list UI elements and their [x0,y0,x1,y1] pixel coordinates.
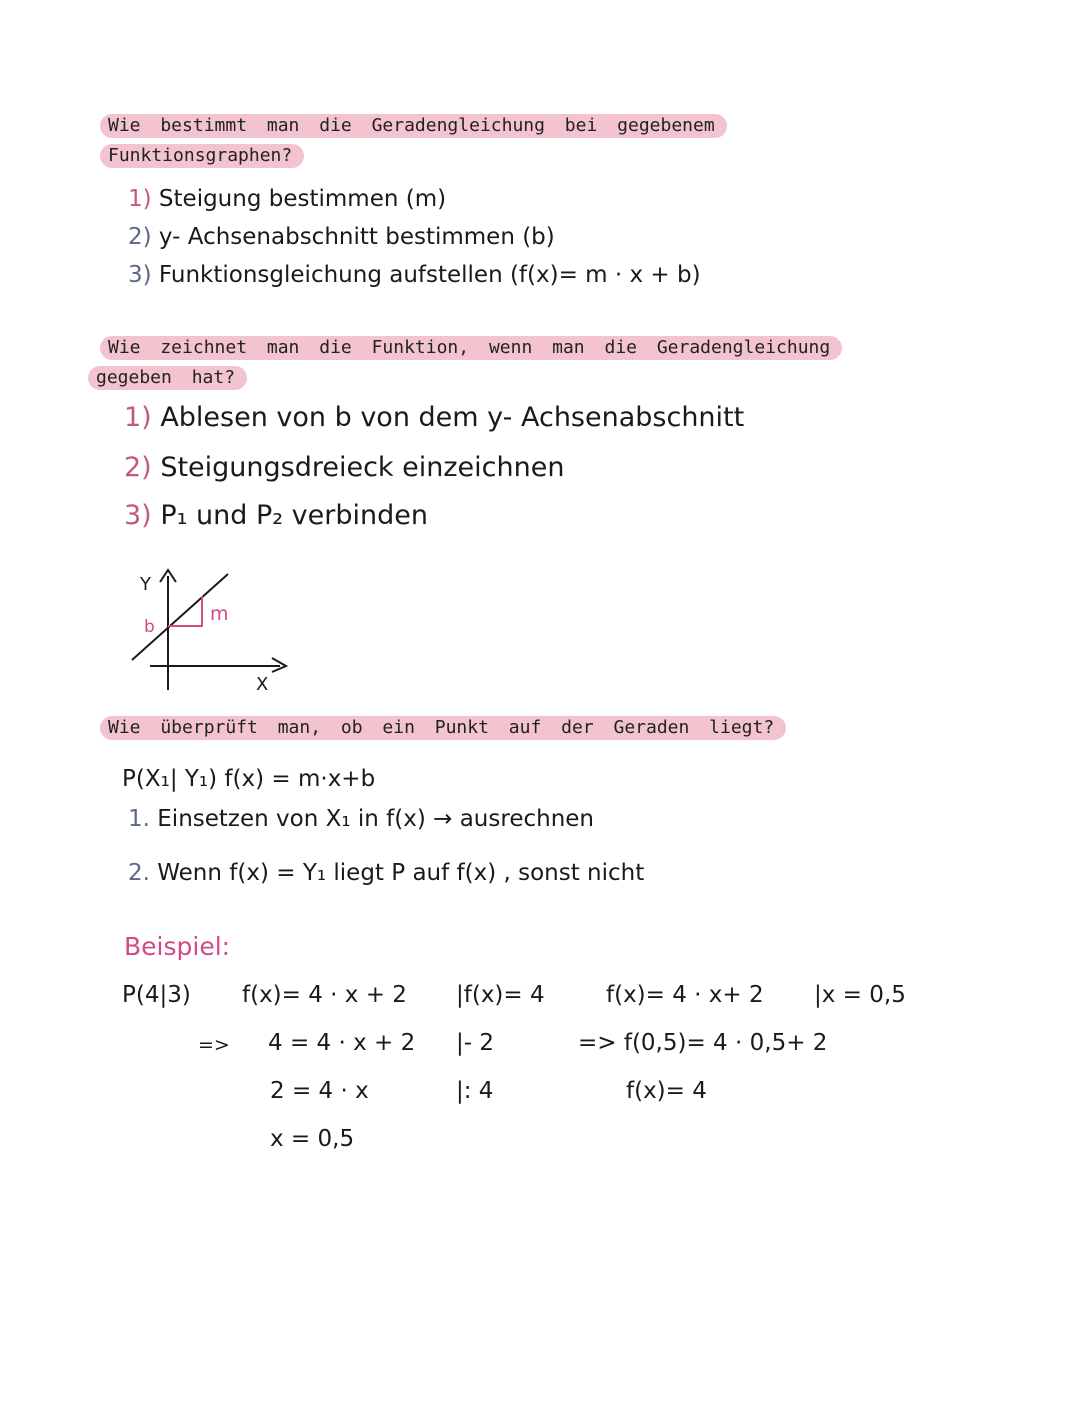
line-sketch [120,560,300,700]
section-3-step-1 [128,806,594,832]
section-1-step-1 [128,186,446,212]
check-formula: P(X₁| Y₁) f(x) = m·x+b [122,766,376,792]
step-text: Funktionsgleichung aufstellen (f(x)= m · x + b) [158,262,701,288]
section-2-step-3 [124,500,428,531]
example-left-row-3: 2 = 4 · x [270,1078,369,1104]
example-point: P(4|3) [122,982,191,1008]
step-number: 1) [128,186,152,212]
section-3-step-2 [128,860,644,886]
example-right-row-3: f(x)= 4 [626,1078,707,1104]
y-label: Y [140,574,151,595]
x-label: X [256,674,269,695]
step-text: Steigung bestimmen (m) [158,186,447,212]
step-number: 2. [128,860,150,886]
example-heading: Beispiel: [124,932,231,961]
step-text: Wenn f(x) = Y₁ liegt P auf f(x) , sonst nicht [157,860,645,886]
example-left-op-3: |: 4 [456,1078,494,1104]
step-number: 1. [128,806,150,832]
step-number: 2) [124,452,152,483]
section-1-step-2 [128,224,555,250]
b-label: b [144,617,155,637]
example-left-op-1: |f(x)= 4 [456,982,545,1008]
example-left-arrow: => [198,1034,230,1056]
example-left-row-2: 4 = 4 · x + 2 [268,1030,416,1056]
question-2-line-2: gegeben hat? [88,366,247,390]
step-text: Einsetzen von X₁ in f(x) → ausrechnen [157,806,594,832]
step-text: Steigungsdreieck einzeichnen [160,452,565,483]
example-right-row-2: => f(0,5)= 4 · 0,5+ 2 [578,1030,828,1056]
m-label: m [210,603,229,625]
example-left-row-1: f(x)= 4 · x + 2 [242,982,407,1008]
example-left-op-2: |- 2 [456,1030,494,1056]
step-text: Ablesen von b von dem y- Achsenabschnitt [160,402,745,433]
question-3 [100,716,786,740]
question-1-line-2: Funktionsgraphen? [100,144,304,168]
slope-triangle [168,596,202,626]
section-2-step-2 [124,452,564,483]
question-1 [100,114,727,168]
step-number: 1) [124,402,152,433]
step-number: 3) [124,500,152,531]
question-2 [96,336,842,390]
section-1-step-3 [128,262,701,288]
step-number: 3) [128,262,152,288]
section-2-step-1 [124,402,744,433]
question-3-line-1: Wie überprüft man, ob ein Punkt auf der Geraden liegt? [100,716,786,740]
step-text: y- Achsenabschnitt bestimmen (b) [158,224,555,250]
question-1-line-1: Wie bestimmt man die Geradengleichung bei gegebenem [100,114,727,138]
question-2-line-1: Wie zeichnet man die Funktion, wenn man die Geradengleichung [100,336,842,360]
example-right-op-1: |x = 0,5 [814,982,906,1008]
step-text: P₁ und P₂ verbinden [160,500,428,531]
step-number: 2) [128,224,152,250]
example-left-row-4: x = 0,5 [270,1126,355,1152]
example-right-row-1: f(x)= 4 · x+ 2 [606,982,764,1008]
